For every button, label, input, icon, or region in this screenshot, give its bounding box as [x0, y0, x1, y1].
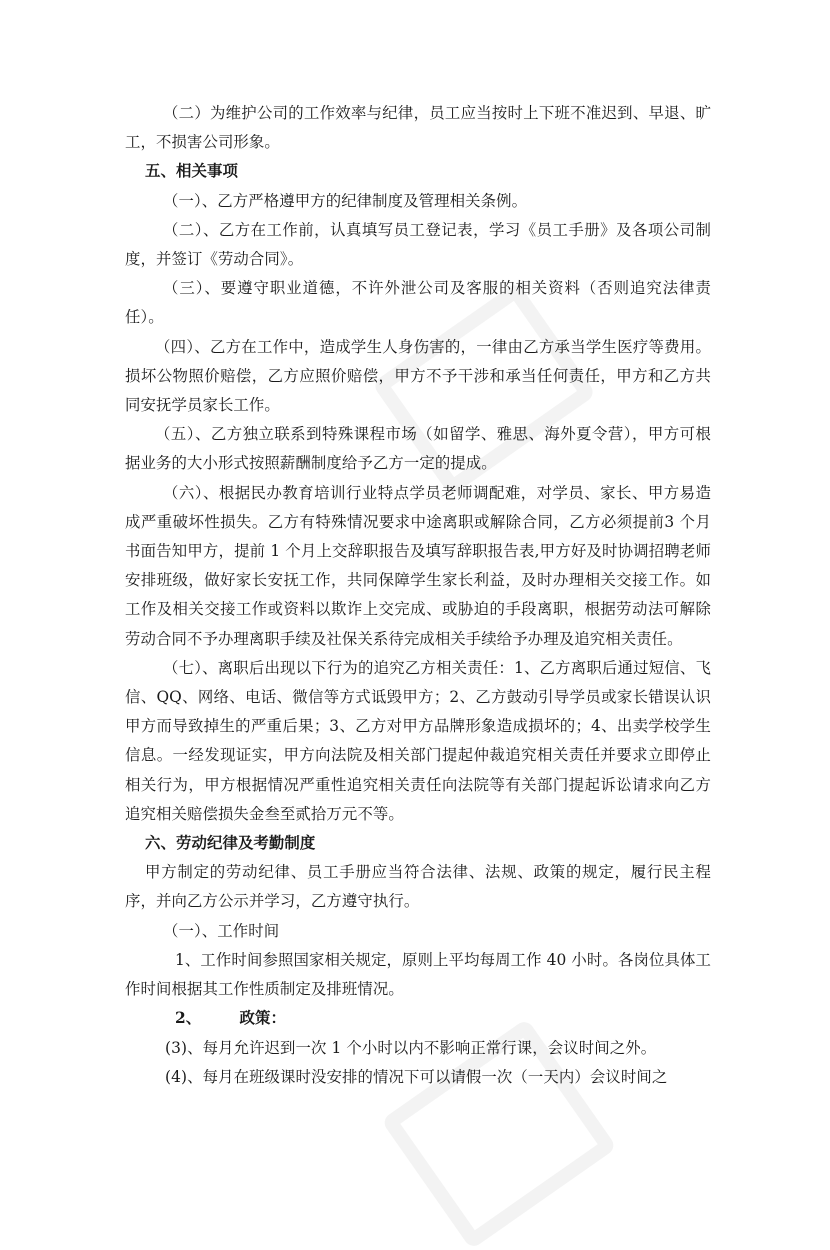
paragraph-item-4: （四）、乙方在工作中，造成学生人身伤害的，一律由乙方承当学生医疗等费用。损坏公物照价赔偿，乙方应照价赔偿，甲方不予干涉和承当任何责任，甲方和乙方共同安抚学员家长工作。 — [125, 337, 711, 415]
document-body — [125, 99, 711, 1092]
paragraph-work-time-heading: （一）、工作时间 — [163, 921, 280, 940]
paragraph-policy-leave: (4)、每月在班级课时没安排的情况下可以请假一次（一天内）会议时间之 — [165, 1067, 668, 1086]
paragraph-item-2: （二）、乙方在工作前，认真填写员工登记表，学习《员工手册》及各项公司制度，并签订《劳动合同》。 — [125, 220, 711, 269]
section-heading-related-matters: 五、相关事项 — [145, 162, 238, 181]
paragraph-discipline-intro: 甲方制定的劳动纪律、员工手册应当符合法律、法规、政策的规定，履行民主程序，并向乙方公示并学习，乙方遵守执行。 — [125, 863, 711, 911]
paragraph-item-6: （六）、根据民办教育培训行业特点学员老师调配难，对学员、家长、甲方易造成严重破坏性损失。乙方有特殊情况要求中途离职或解除合同，乙方必须提前3 个月书面告知甲方，提前 1 个月上交辞职报告及填写辞职报告表,甲方好及时协调招聘老师安排班级，做好家长安抚工作，共同保障学生家长利益，及时办理相关交接工作。如工作及相关交接工作或资料以欺诈上交完成、或胁迫的手段离职，根据劳动法可解除劳动合同不予办理离职手续及社保关系待完成相关手续给予办理及追究相关责任。 — [125, 483, 711, 648]
paragraph-work-time-rule: 1、工作时间参照国家相关规定，原则上平均每周工作 40 小时。各岗位具体工作时间根据其工作性质制定及排班情况。 — [125, 950, 711, 999]
paragraph-policy-late: (3)、每月允许迟到一次 1 个小时以内不影响正常行课，会议时间之外。 — [165, 1038, 657, 1057]
paragraph-item-7: （七）、离职后出现以下行为的追究乙方相关责任：1、乙方离职后通过短信、飞信、QQ、网络、电话、微信等方式诋毁甲方；2、乙方鼓动引导学员或家长错误认识甲方而导致掉生的严重后果；3、乙方对甲方品牌形象造成损坏的；4、出卖学校学生信息。一经发现证实，甲方向法院及相关部门提起仲裁追究相关责任并要求立即停止相关行为，甲方根据情况严重性追究相关责任向法院等有关部门提起诉讼请求向乙方追究相关赔偿损失金叁至贰拾万元不等。 — [125, 658, 711, 823]
section-heading-labor-discipline: 六、劳动纪律及考勤制度 — [145, 834, 316, 853]
paragraph-item-3: （三）、要遵守职业道德，不许外泄公司及客服的相关资料（否则追究法律责任）。 — [125, 279, 711, 327]
paragraph-policy-heading: 2、 政策： — [175, 1009, 286, 1028]
paragraph-item-5: （五）、乙方独立联系到特殊课程市场（如留学、雅思、海外夏令营），甲方可根据业务的大小形式按照薪酬制度给予乙方一定的提成。 — [125, 425, 711, 473]
paragraph-item-1: （一）、乙方严格遵甲方的纪律制度及管理相关条例。 — [163, 191, 528, 210]
paragraph-attendance-rule: （二）为维护公司的工作效率与纪律，员工应当按时上下班不准迟到、早退、旷工，不损害公司形象。 — [125, 104, 711, 152]
